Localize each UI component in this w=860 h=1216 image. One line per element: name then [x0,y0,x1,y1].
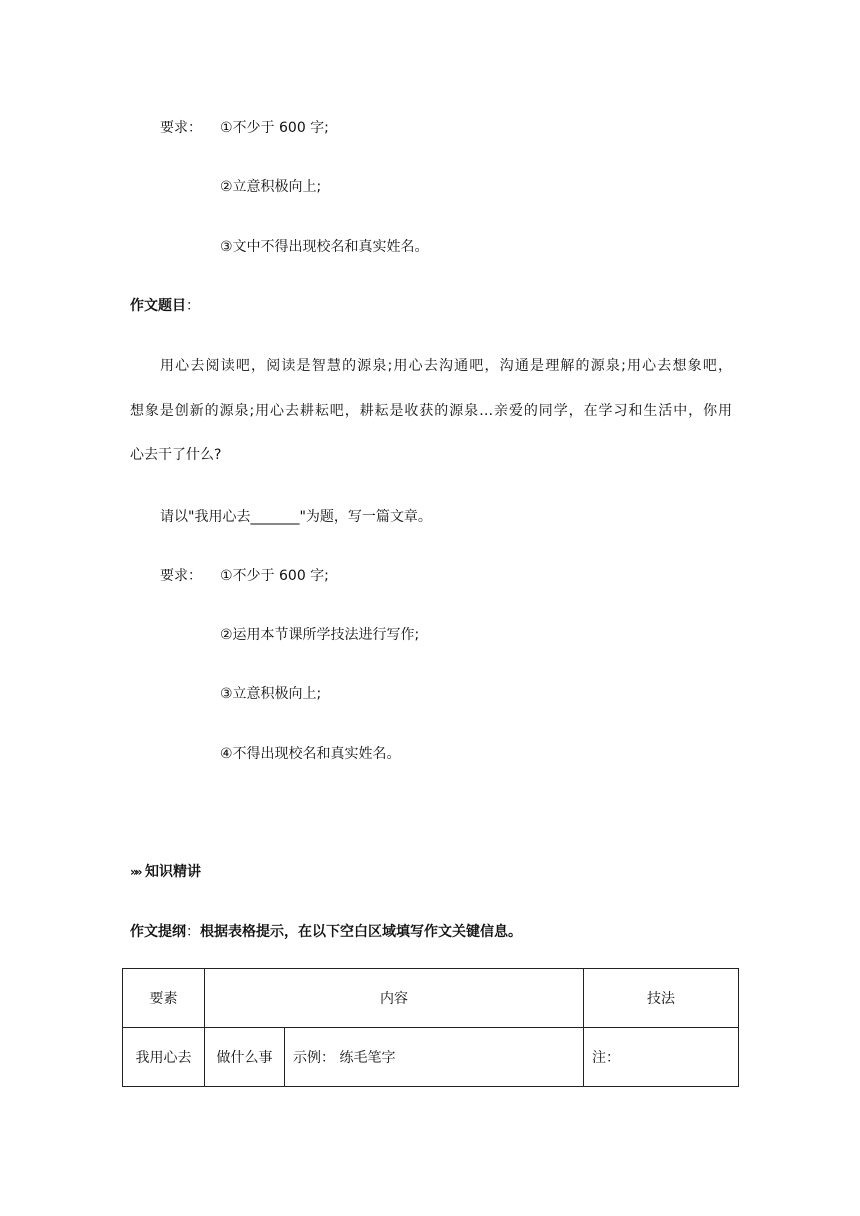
topic-heading: 作文题目 [130,298,186,314]
outline-heading: 作文提纲 [130,924,186,940]
section-heading: 知识精讲 [145,864,201,880]
topic-heading-row [130,296,200,316]
topic-paragraph-line: 用心去阅读吧，阅读是智慧的源泉;用心去沟通吧，沟通是理解的源泉;用心去想象吧， [160,358,732,374]
requirements-label: 要求： [160,120,202,136]
outline-instruction [130,922,522,942]
outline-colon: ： [186,924,200,940]
outline-table [122,968,739,1087]
requirement-item: ①不少于 600 字; [220,568,329,584]
cell-example[interactable]: 示例： 练毛笔字 [285,1028,584,1087]
requirements-label: 要求： [160,568,202,584]
requirement-item: ③立意积极向上; [220,686,322,702]
table-header-row [123,969,739,1028]
cell-element: 我用心去 [123,1028,205,1087]
topic-colon: ： [186,298,200,314]
topic-paragraph-line: 心去干了什么? [130,447,222,463]
requirement-item: ③文中不得出现校名和真实姓名。 [220,239,429,255]
outline-text: 根据表格提示，在以下空白区域填写作文关键信息。 [200,924,522,940]
section-marker-icon: »» [130,865,140,879]
cell-sub-label: 做什么事 [205,1028,285,1087]
requirement-item: ①不少于 600 字; [220,120,329,136]
header-technique: 技法 [584,969,739,1028]
header-element: 要素 [123,969,205,1028]
table-row [123,1028,739,1087]
topic-paragraph-line: 想象是创新的源泉;用心去耕耘吧，耕耘是收获的源泉…亲爱的同学，在学习和生活中，你用 [130,403,732,419]
requirement-item: ④不得出现校名和真实姓名。 [220,746,401,762]
header-content: 内容 [205,969,584,1028]
requirement-item: ②运用本节课所学技法进行写作; [220,627,420,643]
topic-instruction: 请以"我用心去_______"为题，写一篇文章。 [160,509,432,525]
cell-note[interactable]: 注： [584,1028,739,1087]
requirement-item: ②立意积极向上; [220,179,322,195]
